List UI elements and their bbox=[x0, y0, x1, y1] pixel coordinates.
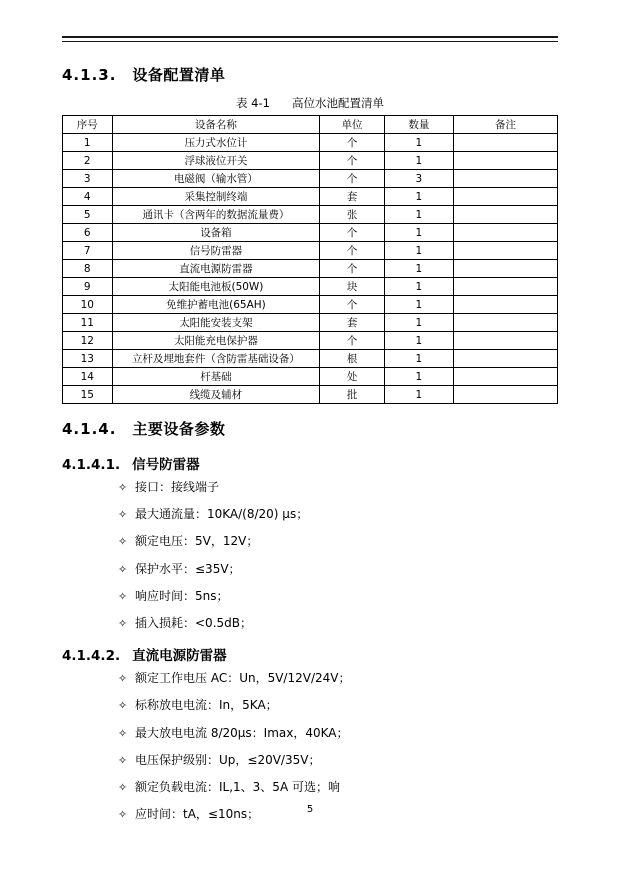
table-cell: 1 bbox=[384, 368, 453, 386]
table-cell: 电磁阀（输水管） bbox=[112, 170, 320, 188]
table-cell: 个 bbox=[320, 332, 384, 350]
table-cell: 14 bbox=[63, 368, 113, 386]
table-cell: 1 bbox=[384, 386, 453, 404]
list-item-text: 额定工作电压 AC：Un，5V/12V/24V； bbox=[135, 671, 351, 686]
table-cell bbox=[454, 368, 558, 386]
section-heading-main-parameters bbox=[62, 418, 558, 439]
table-cell bbox=[454, 350, 558, 368]
section-number: 4.1.3. bbox=[62, 66, 117, 84]
diamond-bullet-icon: ✧ bbox=[118, 672, 128, 686]
table-cell bbox=[454, 170, 558, 188]
table-cell: 1 bbox=[384, 296, 453, 314]
diamond-bullet-icon: ✧ bbox=[118, 616, 128, 630]
list-item bbox=[118, 481, 558, 494]
signal-arrester-param-list bbox=[62, 481, 558, 630]
table-cell: 1 bbox=[384, 224, 453, 242]
table-cell bbox=[454, 224, 558, 242]
diamond-bullet-icon: ✧ bbox=[118, 535, 128, 549]
table-row bbox=[63, 206, 558, 224]
table-cell: 信号防雷器 bbox=[112, 242, 320, 260]
table-row bbox=[63, 134, 558, 152]
table-cell: 采集控制终端 bbox=[112, 188, 320, 206]
table-cell: 1 bbox=[384, 152, 453, 170]
table-cell: 批 bbox=[320, 386, 384, 404]
table-header-cell: 单位 bbox=[320, 116, 384, 134]
diamond-bullet-icon: ✧ bbox=[118, 780, 128, 794]
table-cell: 1 bbox=[384, 350, 453, 368]
table-cell: 1 bbox=[384, 314, 453, 332]
table-cell: 太阳能充电保护器 bbox=[112, 332, 320, 350]
diamond-bullet-icon: ✧ bbox=[118, 562, 128, 576]
table-cell bbox=[454, 134, 558, 152]
table-cell: 压力式水位计 bbox=[112, 134, 320, 152]
table-cell: 4 bbox=[63, 188, 113, 206]
table-cell: 个 bbox=[320, 296, 384, 314]
table-cell: 1 bbox=[384, 188, 453, 206]
table-row bbox=[63, 188, 558, 206]
table-row bbox=[63, 152, 558, 170]
list-item bbox=[118, 508, 558, 521]
section-heading-equipment-list bbox=[62, 64, 558, 85]
table-cell: 个 bbox=[320, 170, 384, 188]
table-cell: 1 bbox=[384, 242, 453, 260]
list-item-text: 接口：接线端子 bbox=[135, 480, 220, 494]
diamond-bullet-icon: ✧ bbox=[118, 726, 128, 740]
page-number: 5 bbox=[306, 804, 314, 815]
subsection-title: 信号防雷器 bbox=[132, 457, 200, 473]
table-cell: 个 bbox=[320, 224, 384, 242]
table-cell bbox=[454, 152, 558, 170]
dc-power-arrester-param-list bbox=[62, 672, 558, 821]
list-item bbox=[118, 617, 558, 630]
table-cell: 套 bbox=[320, 188, 384, 206]
table-cell: 6 bbox=[63, 224, 113, 242]
table-cell: 直流电源防雷器 bbox=[112, 260, 320, 278]
subsection-title: 直流电源防雷器 bbox=[132, 648, 227, 665]
table-cell bbox=[454, 332, 558, 350]
table-cell: 9 bbox=[63, 278, 113, 296]
list-item-text: 响应时间：5ns； bbox=[135, 588, 229, 603]
table-cell: 1 bbox=[384, 260, 453, 278]
table-row bbox=[63, 242, 558, 260]
table-cell: 1 bbox=[384, 206, 453, 224]
table-cell bbox=[454, 278, 558, 296]
table-row bbox=[63, 314, 558, 332]
list-item-text: 额定负载电流：IL,1、3、5A 可选；响 bbox=[135, 779, 340, 794]
header-divider bbox=[62, 36, 558, 42]
section-number: 4.1.4. bbox=[62, 420, 117, 438]
list-item-text: 保护水平：≤35V； bbox=[135, 561, 241, 576]
table-row bbox=[63, 170, 558, 188]
table-cell: 立杆及埋地套件（含防雷基础设备） bbox=[112, 350, 320, 368]
table-cell: 8 bbox=[63, 260, 113, 278]
table-cell: 块 bbox=[320, 278, 384, 296]
subsection-heading-signal-arrester bbox=[62, 453, 558, 473]
section-title: 设备配置清单 bbox=[132, 66, 226, 84]
table-header-row bbox=[63, 116, 558, 134]
table-cell: 个 bbox=[320, 260, 384, 278]
list-item-text: 标称放电电流：In，5KA； bbox=[135, 698, 278, 713]
table-row bbox=[63, 296, 558, 314]
diamond-bullet-icon: ✧ bbox=[118, 808, 128, 822]
table-cell: 1 bbox=[384, 134, 453, 152]
equipment-table bbox=[62, 115, 558, 404]
list-item-text: 额定电压：5V，12V； bbox=[135, 534, 259, 549]
table-cell: 免维护蓄电池(65AH) bbox=[112, 296, 320, 314]
list-item-text: 应时间：tA，≤10ns； bbox=[135, 807, 260, 822]
subsection-heading-dc-power-arrester bbox=[62, 644, 558, 664]
table-cell: 11 bbox=[63, 314, 113, 332]
table-cell: 1 bbox=[384, 278, 453, 296]
table-cell bbox=[454, 296, 558, 314]
table-cell: 设备箱 bbox=[112, 224, 320, 242]
table-cell: 太阳能电池板(50W) bbox=[112, 278, 320, 296]
table-cell: 处 bbox=[320, 368, 384, 386]
list-item bbox=[118, 754, 558, 767]
list-item bbox=[118, 535, 558, 548]
list-item bbox=[118, 727, 558, 740]
list-item-text: 最大放电电流 8/20μs：Imax，40KA； bbox=[135, 725, 349, 740]
list-item-text: 插入损耗：<0.5dB； bbox=[135, 615, 252, 630]
table-cell: 个 bbox=[320, 242, 384, 260]
table-cell: 个 bbox=[320, 134, 384, 152]
table-cell: 10 bbox=[63, 296, 113, 314]
table-cell: 个 bbox=[320, 152, 384, 170]
section-title: 主要设备参数 bbox=[132, 420, 226, 438]
subsection-number: 4.1.4.2. bbox=[62, 648, 121, 665]
table-cell: 杆基础 bbox=[112, 368, 320, 386]
list-item-text: 最大通流量：10KA/(8/20) μs； bbox=[135, 507, 309, 522]
table-cell: 12 bbox=[63, 332, 113, 350]
table-cell bbox=[454, 206, 558, 224]
list-item bbox=[118, 699, 558, 712]
table-cell: 5 bbox=[63, 206, 113, 224]
diamond-bullet-icon: ✧ bbox=[118, 589, 128, 603]
list-item bbox=[118, 781, 558, 794]
table-row bbox=[63, 278, 558, 296]
subsection-number: 4.1.4.1. bbox=[62, 457, 121, 473]
table-header-cell: 数量 bbox=[384, 116, 453, 134]
diamond-bullet-icon: ✧ bbox=[118, 699, 128, 713]
table-cell: 15 bbox=[63, 386, 113, 404]
table-caption-label: 表 4-1 bbox=[236, 96, 270, 110]
table-row bbox=[63, 368, 558, 386]
diamond-bullet-icon: ✧ bbox=[118, 508, 128, 522]
table-row bbox=[63, 386, 558, 404]
table-cell: 3 bbox=[63, 170, 113, 188]
list-item-text: 电压保护级别：Up，≤20V/35V； bbox=[135, 752, 321, 767]
table-cell: 2 bbox=[63, 152, 113, 170]
table-row bbox=[63, 260, 558, 278]
list-item bbox=[118, 672, 558, 685]
table-cell bbox=[454, 260, 558, 278]
table-row bbox=[63, 332, 558, 350]
table-header-cell: 序号 bbox=[63, 116, 113, 134]
diamond-bullet-icon: ✧ bbox=[118, 481, 128, 494]
list-item bbox=[118, 563, 558, 576]
table-cell: 7 bbox=[63, 242, 113, 260]
table-cell: 线缆及辅材 bbox=[112, 386, 320, 404]
table-cell bbox=[454, 314, 558, 332]
table-header-cell: 设备名称 bbox=[112, 116, 320, 134]
table-cell bbox=[454, 242, 558, 260]
table-cell: 套 bbox=[320, 314, 384, 332]
diamond-bullet-icon: ✧ bbox=[118, 753, 128, 767]
table-row bbox=[63, 224, 558, 242]
table-cell: 张 bbox=[320, 206, 384, 224]
table-cell: 浮球液位开关 bbox=[112, 152, 320, 170]
list-item bbox=[118, 590, 558, 603]
table-row bbox=[63, 350, 558, 368]
table-cell: 13 bbox=[63, 350, 113, 368]
table-cell: 1 bbox=[63, 134, 113, 152]
table-caption bbox=[62, 95, 558, 111]
table-cell bbox=[454, 188, 558, 206]
table-cell bbox=[454, 386, 558, 404]
table-cell: 根 bbox=[320, 350, 384, 368]
table-caption-title: 高位水池配置清单 bbox=[291, 96, 384, 110]
table-header-cell: 备注 bbox=[454, 116, 558, 134]
table-cell: 太阳能安装支架 bbox=[112, 314, 320, 332]
table-cell: 1 bbox=[384, 332, 453, 350]
table-cell: 3 bbox=[384, 170, 453, 188]
table-cell: 通讯卡（含两年的数据流量费） bbox=[112, 206, 320, 224]
